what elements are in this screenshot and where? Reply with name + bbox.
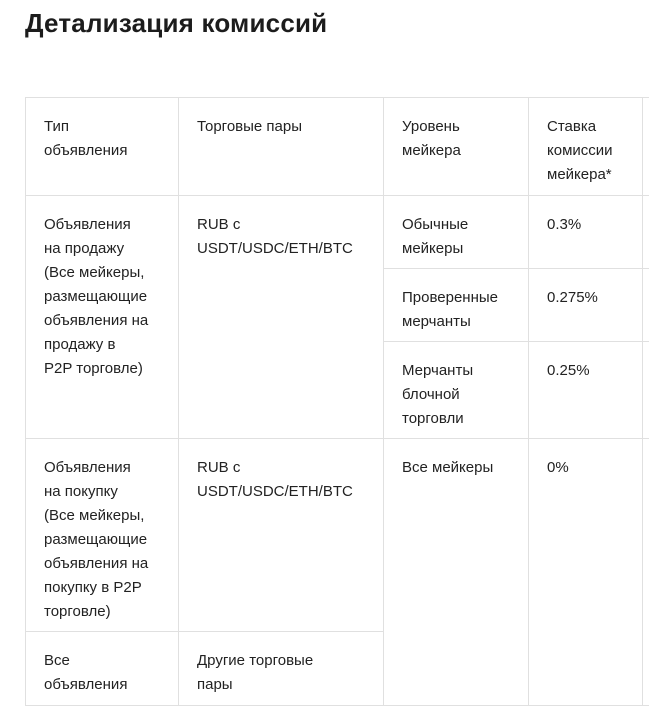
- page-title: Детализация комиссий: [25, 8, 328, 38]
- commission-table-container: [25, 97, 649, 706]
- header-ad-type: Тип объявления: [26, 98, 179, 196]
- sell-level: Обычные мейкеры: [384, 196, 529, 269]
- header-maker-rate: Ставка комиссии мейкера*: [529, 98, 643, 196]
- sell-ad-type: Объявления на продажу (Все мейкеры, размещающие объявления на продажу в P2P торговле): [26, 196, 179, 439]
- table-row: [26, 196, 649, 269]
- buy-level: Все мейкеры: [384, 439, 529, 706]
- extra-cell: [643, 269, 649, 342]
- extra-cell: [643, 342, 649, 439]
- other-ad-type: Все объявления: [26, 632, 179, 706]
- commission-table: [25, 97, 649, 706]
- other-pairs: Другие торговые пары: [179, 632, 384, 706]
- extra-cell: [643, 196, 649, 269]
- table-row: [26, 439, 649, 632]
- header-maker-level: Уровень мейкера: [384, 98, 529, 196]
- extra-cell: [643, 439, 649, 706]
- sell-level: Проверенные мерчанты: [384, 269, 529, 342]
- sell-level: Мерчанты блочной торговли: [384, 342, 529, 439]
- header-extra: [643, 98, 649, 196]
- table-header-row: [26, 98, 649, 196]
- buy-rate: 0%: [529, 439, 643, 706]
- sell-rate: 0.25%: [529, 342, 643, 439]
- header-pairs: Торговые пары: [179, 98, 384, 196]
- sell-pairs: RUB с USDT/USDC/ETH/BTC: [179, 196, 384, 439]
- sell-rate: 0.275%: [529, 269, 643, 342]
- buy-ad-type: Объявления на покупку (Все мейкеры, размещающие объявления на покупку в P2P торговле): [26, 439, 179, 632]
- sell-rate: 0.3%: [529, 196, 643, 269]
- buy-pairs: RUB с USDT/USDC/ETH/BTC: [179, 439, 384, 632]
